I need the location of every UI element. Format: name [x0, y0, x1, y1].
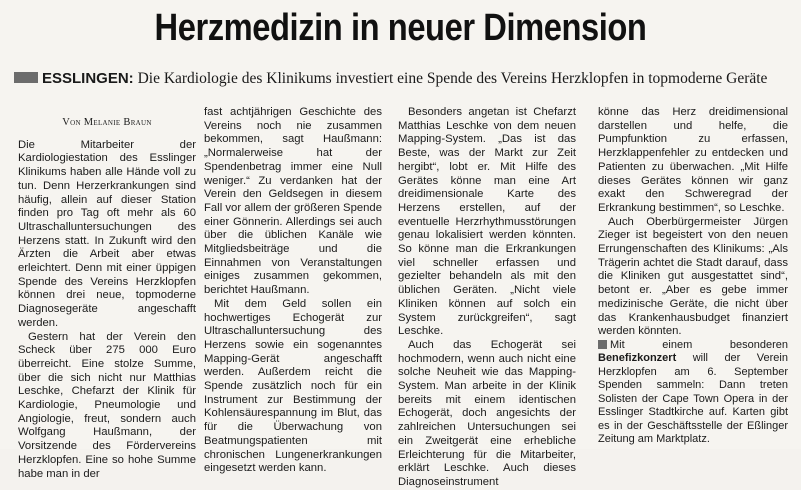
concert-note	[598, 339, 788, 447]
headline: Herzmedizin in neuer Dimension	[154, 7, 647, 49]
paragraph: Besonders angetan ist Chefarzt Matthias Leschke von dem neuen Mapping-System. „Das ist das Beste, was der Markt zur Zeit hergibt“, lobt er. Mit Hilfe des Gerätes könne man eine Art dreidimensionale Karte des Herzens erstellen, auf der eventuelle Herzrhythmusstörungen genau lokalisiert werden könnten. So könne man die Erkrankungen viel schneller erfassen und gezielter behandeln als mit den üblichen Geräten. „Nicht viele Kliniken können auf solch ein System zurückgreifen“, sagt Leschke.	[398, 106, 576, 338]
paragraph: fast achtjährigen Geschichte des Vereins noch nie zusammen bekommen, sagt Haußmann: „Normalerweise hat der Spendenbetrag immer eine Null weniger.“ Zu verdanken hat der Verein den Geldsegen in diesem Fall vor allem der größeren Spende einer Gönnerin. Allerdings sei auch über die üblichen Kanäle wie Mitgliedsbeiträge und die Einnahmen von Veranstaltungen einiges zusammen gekommen, berichtet Haußmann.	[204, 106, 382, 297]
column-3	[398, 106, 576, 490]
paragraph: Auch Oberbürgermeister Jürgen Zieger ist begeistert von den neuen Errungenschaften des Klinikums: „Als Trägerin achtet die Stadt darauf, dass die Kliniken gut ausgestattet sind“, betont er. „Aber es gebe immer medizinische Geräte, die nicht über das Krankenhausbudget finanziert werden könnten.	[598, 215, 788, 338]
column-4	[598, 106, 788, 447]
subheadline	[14, 68, 801, 90]
subheadline-text: Die Kardiologie des Klinikums investiert eine Spende des Vereins Herzklopfen in topmoderne Geräte	[133, 70, 768, 87]
note-text-start: Mit einem besonderen	[610, 338, 788, 351]
paragraph: Auch das Echogerät sei hochmodern, wenn auch nicht eine solche Neuheit wie das Mapping-System. Man arbeite in der Klinik bereits mit einem identischen Echogerät, doch angesichts der zahlreichen Untersuchungen sei ein Zweitgerät eine erhebliche Erleichterung für die Mitarbeiter, erklärt Leschke. Auch dieses Diagnoseinstrument	[398, 338, 576, 488]
note-text-end: will der Verein Herzklopfen am 6. September Spenden sammeln: Dann treten Solisten der Cape Town Opera in der Esslinger Stadtkirche auf. Karten gibt es in der Geschäftsstelle der Eßlinger Zeitung am Marktplatz.	[598, 352, 788, 446]
note-highlight: Benefizkonzert	[598, 352, 677, 365]
byline: Von Melanie Braun	[62, 117, 152, 128]
note-marker-icon	[598, 340, 607, 349]
subheadline-marker	[14, 72, 38, 83]
paragraph: Die Mitarbeiter der Kardiologiestation des Esslinger Klinikums haben alle Hände voll zu tun. Denn Herzerkrankungen sind häufig, allein auf dieser Station finden pro Tag oft mehr als 60 Ultraschalluntersuchungen des Herzens statt. In Zukunft wird den Ärzten die Arbeit aber etwas erleichtert. Denn mit einer üppigen Spende des Vereins Herzklopfen können drei neue, topmoderne Diagnosegeräte angeschafft werden.	[18, 138, 196, 329]
paragraph: Gestern hat der Verein den Scheck über 275 000 Euro überreicht. Eine stolze Summe, über die sich nicht nur Matthias Leschke, Chefarzt der Klinik für Kardiologie, Pneumologie und Angiologie, freut, sondern auch Wolfgang Haußmann, der Vorsitzende des Fördervereins Herzklopfen. Eine so hohe Summe habe man in der	[18, 330, 196, 480]
article-body	[18, 106, 798, 488]
column-1	[18, 114, 196, 481]
dateline-place: ESSLINGEN:	[42, 70, 134, 87]
column-2	[204, 106, 382, 476]
paragraph: könne das Herz dreidimensional darstellen und helfe, die Pumpfunktion zu erfassen, Herzklappenfehler zu entdecken und Patienten zu überwachen. „Mit Hilfe dieses Gerätes können wir ganz exakt den Schweregrad der Erkrankung bestimmen“, so Leschke.	[598, 106, 788, 214]
paragraph: Mit dem Geld sollen ein hochwertiges Echogerät zur Ultraschalluntersuchung des Herzens sowie ein sogenanntes Mapping-Gerät angeschafft werden. Außerdem reicht die Spende zusätzlich noch für ein Instrument zur Bestimmung der Kohlensäurespannung im Blut, das für die Überwachung von Beatmungspatienten mit chronischen Lungenerkrankungen eingesetzt werden kann.	[204, 297, 382, 475]
